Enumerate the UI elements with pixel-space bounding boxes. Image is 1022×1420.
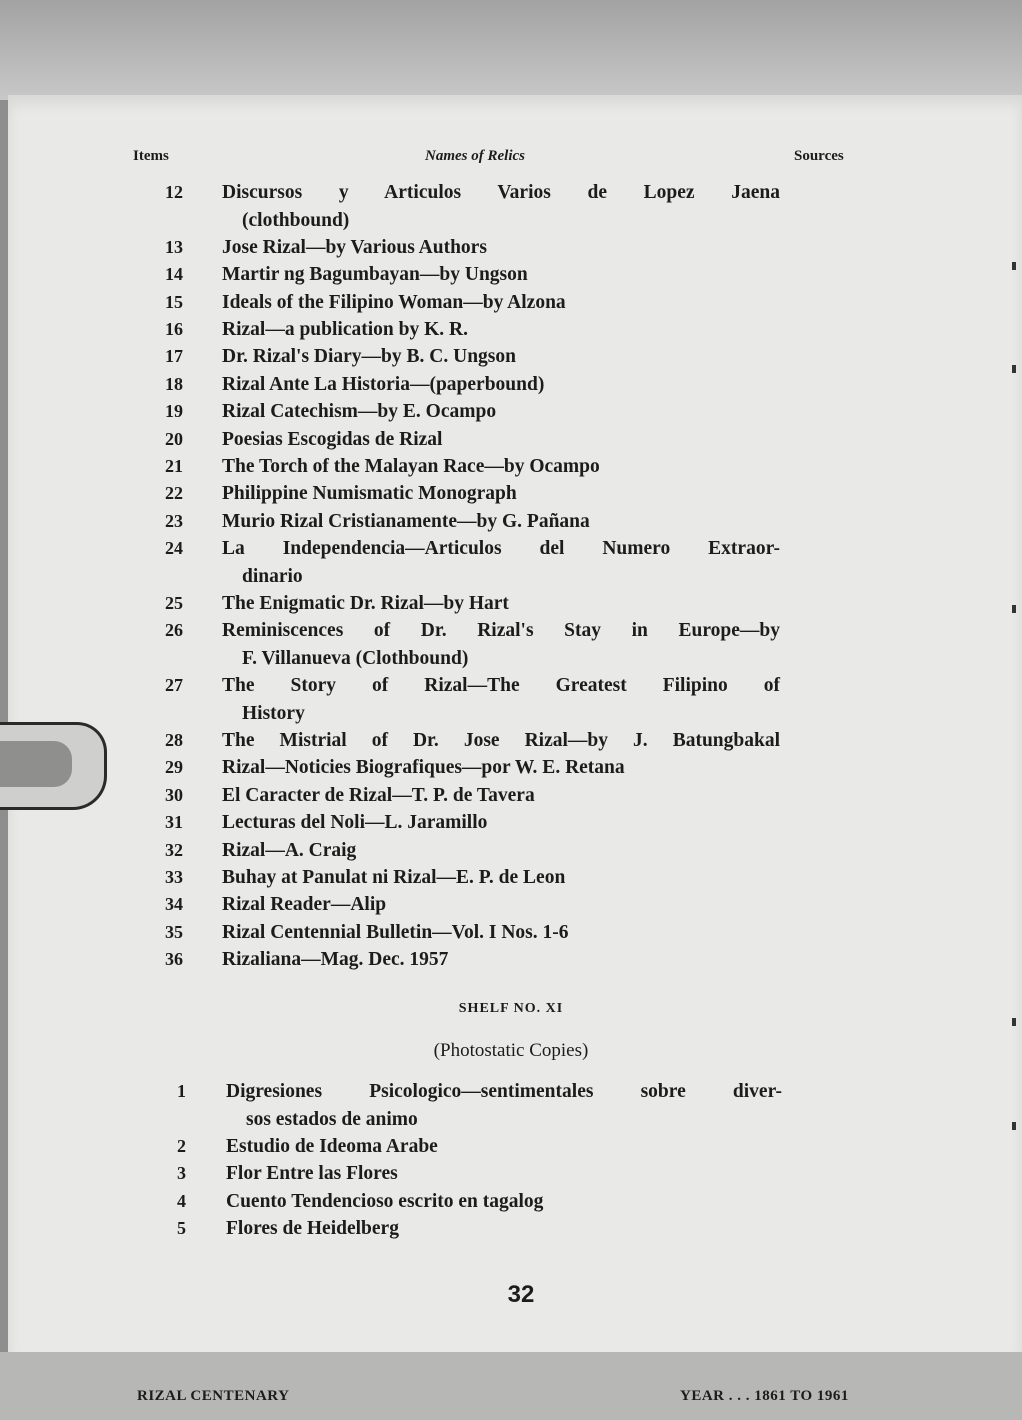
item-number: 26: [165, 620, 183, 641]
column-header-items: Items: [133, 148, 169, 164]
item-title: Flor Entre las Flores: [226, 1163, 398, 1185]
item-number: 12: [165, 182, 183, 202]
item-title: Ideals of the Filipino Woman—by Alzona: [222, 291, 566, 313]
column-header-sources: Sources: [794, 148, 844, 164]
shelf-title: SHELF NO. XI: [458, 1001, 564, 1016]
item-number: 3: [177, 1163, 186, 1184]
item-number: 21: [165, 456, 183, 476]
item-number: 17: [165, 346, 183, 367]
item-title: The Mistrial of Dr. Jose Rizal—by J. Batungbakal: [222, 730, 780, 751]
item-title: Dr. Rizal's Diary—by B. C. Ungson: [222, 346, 516, 368]
item-title: The Torch of the Malayan Race—by Ocampo: [222, 456, 600, 477]
binder-tab: [0, 722, 107, 810]
item-number: 19: [165, 401, 183, 422]
item-number: 2: [177, 1135, 186, 1156]
item-title: Reminiscences of Dr. Rizal's Stay in Europe—by F. Villanueva (Clothbound): [222, 620, 780, 669]
item-title: Digresiones Psicologico—sentimentales sobre diver- sos estados de animo: [226, 1081, 782, 1130]
binder-tab-hole: [0, 741, 72, 787]
item-number: 27: [165, 675, 183, 696]
item-number: 5: [177, 1218, 186, 1238]
item-title: Lecturas del Noli—L. Jaramillo: [222, 812, 488, 834]
item-title: Estudio de Ideoma Arabe: [226, 1135, 438, 1157]
item-title: Rizal Reader—Alip: [222, 894, 387, 916]
item-number: 30: [165, 784, 183, 805]
item-number: 14: [165, 264, 183, 285]
item-number: 32: [165, 839, 183, 860]
item-title: Philippine Numismatic Monograph: [222, 483, 517, 505]
item-title: Rizal—A. Craig: [222, 839, 357, 861]
page-number: 32: [507, 1281, 535, 1308]
item-title: El Caracter de Rizal—T. P. de Tavera: [222, 784, 535, 806]
item-title: Rizal Ante La Historia—(paperbound): [222, 373, 545, 395]
shelf-subtitle: (Photostatic Copies): [433, 1040, 589, 1061]
item-title: The Enigmatic Dr. Rizal—by Hart: [222, 593, 509, 614]
item-number: 28: [165, 730, 183, 750]
item-number: 29: [165, 757, 183, 778]
item-number: 18: [165, 373, 183, 394]
item-number: 16: [165, 319, 183, 339]
item-title: Martir ng Bagumbayan—by Ungson: [222, 264, 528, 286]
footer-left: RIZAL CENTENARY: [137, 1388, 290, 1404]
item-number: 1: [177, 1081, 186, 1101]
item-title: Rizal—Noticies Biografiques—por W. E. Retana: [222, 757, 625, 779]
item-title: Rizal Catechism—by E. Ocampo: [222, 401, 497, 423]
item-number: 33: [165, 867, 183, 887]
item-number: 23: [165, 510, 183, 531]
item-title: Rizal Centennial Bulletin—Vol. I Nos. 1-6: [222, 921, 569, 943]
item-title: Jose Rizal—by Various Authors: [222, 236, 487, 258]
margin-mark: [1012, 1018, 1016, 1026]
item-number: 22: [165, 483, 183, 504]
margin-mark: [1012, 605, 1016, 613]
item-title: Rizaliana—Mag. Dec. 1957: [222, 949, 449, 971]
item-number: 25: [165, 593, 183, 613]
item-number: 35: [165, 921, 183, 942]
item-number: 31: [165, 812, 183, 833]
footer-right: YEAR . . . 1861 TO 1961: [680, 1388, 849, 1404]
item-number: 15: [165, 291, 183, 312]
item-title: Cuento Tendencioso escrito en tagalog: [226, 1190, 544, 1212]
item-number: 4: [177, 1190, 186, 1211]
item-number: 24: [165, 538, 183, 559]
scan-border-top: [0, 0, 1022, 100]
item-number: 20: [165, 428, 183, 449]
item-title: Poesias Escogidas de Rizal: [222, 428, 443, 450]
item-number: 34: [165, 894, 183, 915]
item-title: Buhay at Panulat ni Rizal—E. P. de Leon: [222, 867, 566, 888]
item-title: Flores de Heidelberg: [226, 1218, 399, 1239]
item-number: 36: [165, 949, 183, 970]
item-title: The Story of Rizal—The Greatest Filipino of History: [222, 675, 780, 724]
scan-border-bottom: [0, 1352, 1022, 1420]
column-header-names: Names of Relics: [425, 148, 525, 164]
margin-mark: [1012, 1122, 1016, 1130]
item-title: Discursos y Articulos Varios de Lopez Jaena (clothbound): [222, 182, 780, 231]
margin-mark: [1012, 365, 1016, 373]
item-number: 13: [165, 236, 183, 257]
item-title: La Independencia—Articulos del Numero Extraor- dinario: [222, 538, 780, 587]
item-title: Rizal—a publication by K. R.: [222, 319, 468, 340]
margin-mark: [1012, 262, 1016, 270]
item-title: Murio Rizal Cristianamente—by G. Pañana: [222, 510, 590, 532]
